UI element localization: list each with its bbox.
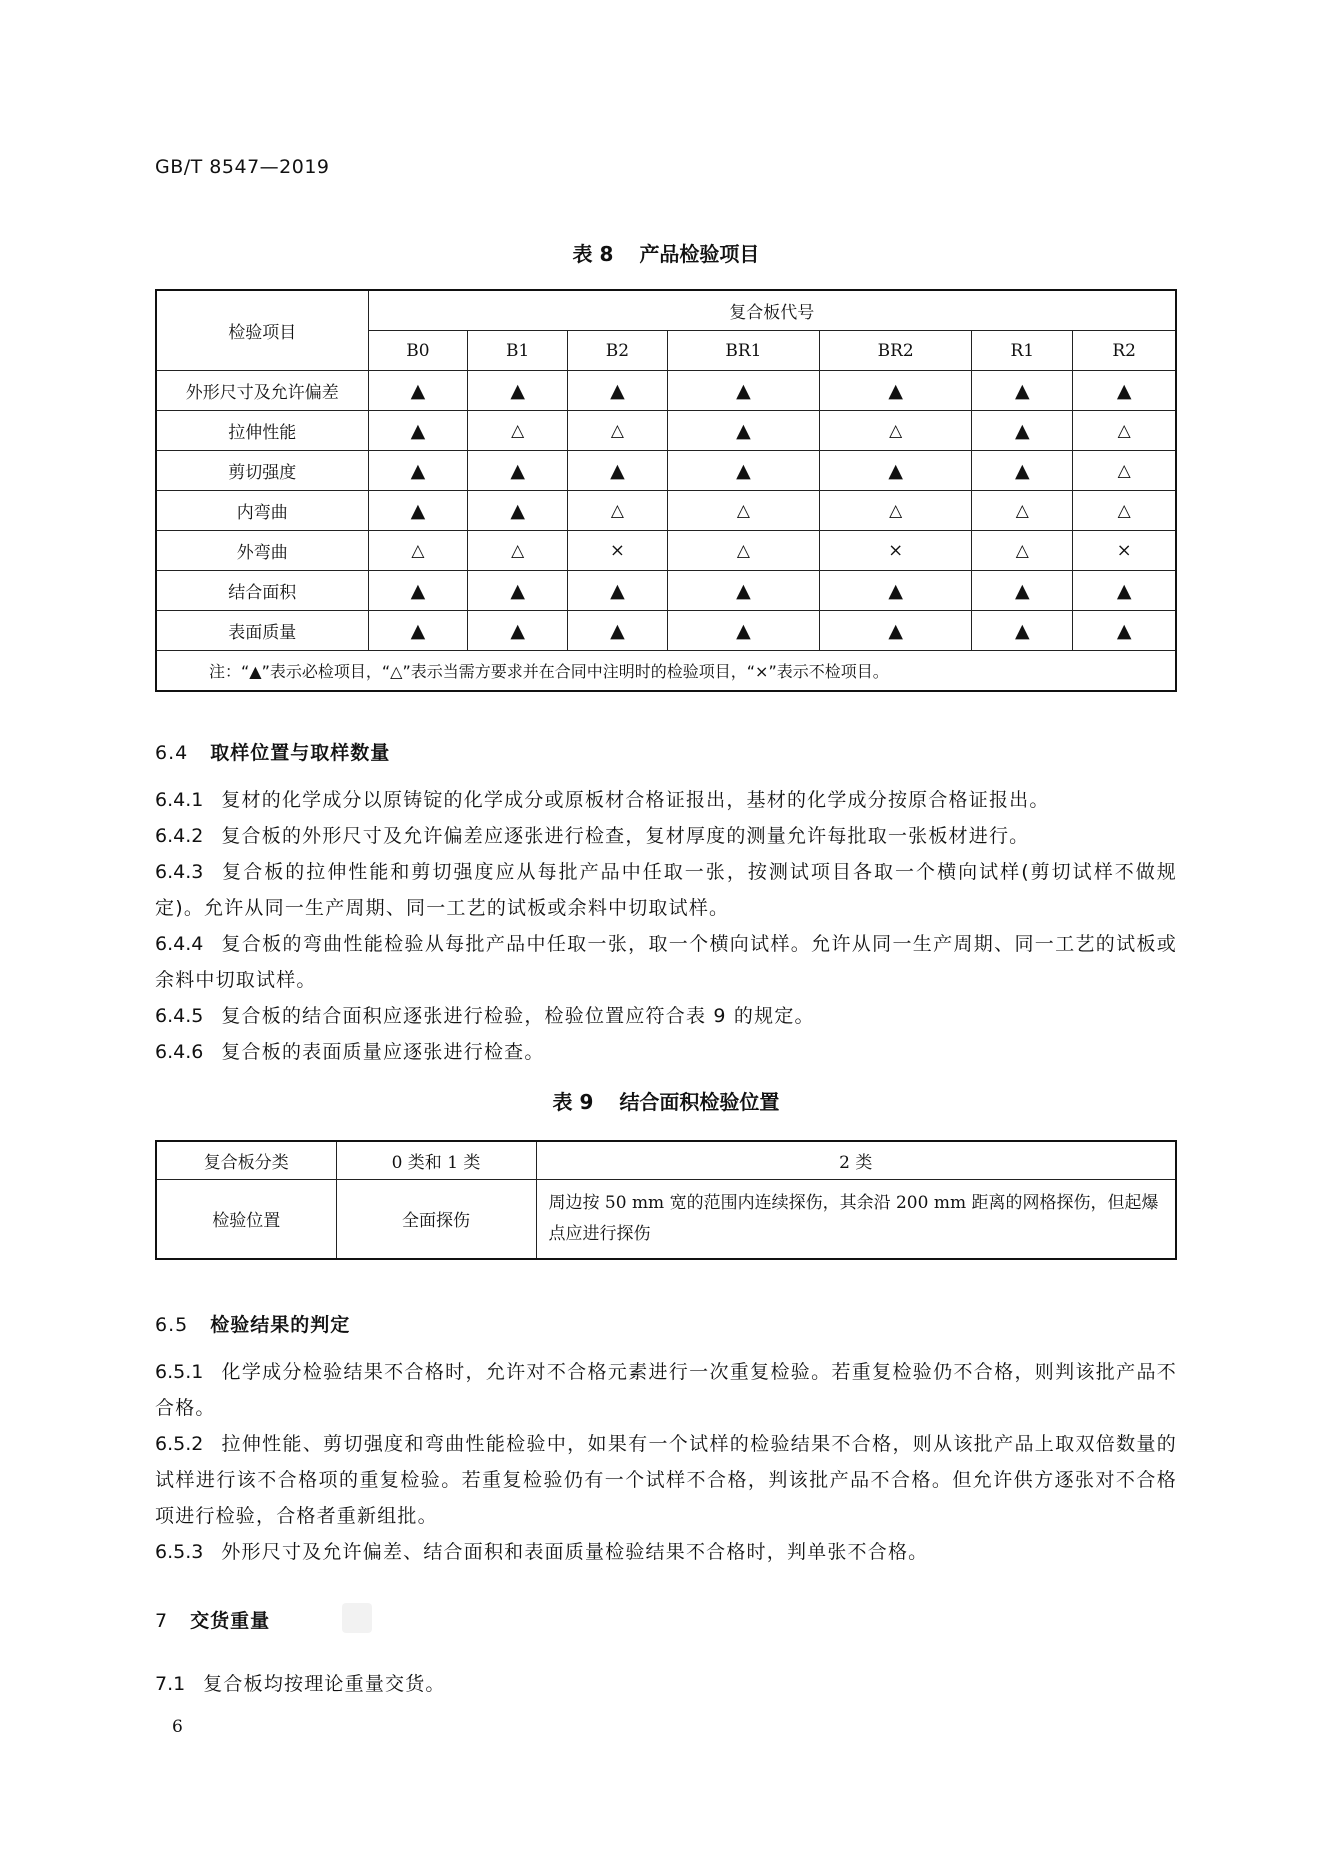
required-mark: ▲ (972, 571, 1073, 611)
clause-number: 6.4.6 (155, 1041, 204, 1063)
required-mark: ▲ (368, 571, 468, 611)
required-mark: ▲ (368, 491, 468, 531)
clause-6-5-2 (155, 1426, 1177, 1534)
table-row (156, 411, 1176, 451)
required-mark: ▲ (972, 371, 1073, 411)
required-mark: ▲ (972, 411, 1073, 451)
group-header: 复合板代号 (368, 290, 1176, 331)
optional-mark: △ (468, 531, 568, 571)
required-mark: ▲ (667, 571, 819, 611)
code-header-b0: B0 (368, 331, 468, 371)
required-mark: ▲ (972, 451, 1073, 491)
inspection-items-table (155, 289, 1177, 692)
clause-6-4-3 (155, 854, 1177, 926)
inspection-item: 剪切强度 (156, 451, 368, 491)
code-header-r1: R1 (972, 331, 1073, 371)
code-header-br1: BR1 (667, 331, 819, 371)
optional-mark: △ (1073, 451, 1176, 491)
table-row (156, 371, 1176, 411)
required-mark: ▲ (667, 371, 819, 411)
section-title: 交货重量 (190, 1610, 271, 1632)
required-mark: ▲ (468, 491, 568, 531)
table9-number: 表 9 (552, 1090, 594, 1114)
code-header-br2: BR2 (820, 331, 972, 371)
clause-6-4-4 (155, 926, 1177, 998)
inspection-item: 内弯曲 (156, 491, 368, 531)
required-mark: ▲ (820, 371, 972, 411)
section-6-5-heading (155, 1310, 350, 1337)
inspection-item: 拉伸性能 (156, 411, 368, 451)
required-mark: ▲ (368, 451, 468, 491)
clause-text: 外形尺寸及允许偏差、结合面积和表面质量检验结果不合格时，判单张不合格。 (221, 1541, 929, 1563)
clause-number: 6.4.1 (155, 789, 204, 811)
section-title: 取样位置与取样数量 (210, 742, 391, 764)
optional-mark: △ (568, 491, 668, 531)
clause-text: 拉伸性能、剪切强度和弯曲性能检验中，如果有一个试样的检验结果不合格，则从该批产品上取双倍数量的试样进行该不合格项的重复检验。若重复检验仍有一个试样不合格，判该批产品不合格。但允许供方逐张对不合格项进行检验，合格者重新组批。 (155, 1433, 1177, 1527)
clause-6-5-3 (155, 1534, 1177, 1570)
clause-6-4-6 (155, 1034, 1177, 1070)
t9-class01-value: 全面探伤 (336, 1179, 536, 1259)
required-mark: ▲ (820, 571, 972, 611)
scan-smudge (342, 1603, 372, 1633)
t9-class2-value: 周边按 50 mm 宽的范围内连续探伤，其余沿 200 mm 距离的网格探伤，但起爆点应进行探伤 (536, 1179, 1176, 1259)
code-header-b1: B1 (468, 331, 568, 371)
table8-number: 表 8 (572, 242, 614, 266)
required-mark: ▲ (468, 451, 568, 491)
optional-mark: △ (972, 531, 1073, 571)
table9-title: 结合面积检验位置 (619, 1090, 780, 1114)
required-mark: ▲ (667, 611, 819, 651)
clause-number: 7.1 (155, 1673, 186, 1695)
clause-7-1 (155, 1666, 1177, 1702)
required-mark: ▲ (568, 451, 668, 491)
table-row (156, 611, 1176, 651)
required-mark: ▲ (667, 451, 819, 491)
inspection-item: 结合面积 (156, 571, 368, 611)
clause-number: 6.4.2 (155, 825, 204, 847)
required-mark: ▲ (368, 611, 468, 651)
optional-mark: △ (820, 491, 972, 531)
clause-text: 复合板均按理论重量交货。 (203, 1673, 446, 1695)
clause-text: 复合板的表面质量应逐张进行检查。 (221, 1041, 545, 1063)
clause-number: 6.4.3 (155, 861, 204, 883)
clause-number: 6.5.2 (155, 1433, 204, 1455)
required-mark: ▲ (568, 371, 668, 411)
clause-6-5-1 (155, 1354, 1177, 1426)
code-header-b2: B2 (568, 331, 668, 371)
optional-mark: △ (972, 491, 1073, 531)
table8-caption (155, 238, 1177, 267)
optional-mark: △ (1073, 491, 1176, 531)
optional-mark: △ (820, 411, 972, 451)
t9-header-class01: 0 类和 1 类 (336, 1141, 536, 1179)
section-number: 7 (155, 1610, 169, 1632)
table-row (156, 531, 1176, 571)
clause-text: 复材的化学成分以原铸锭的化学成分或原板材合格证报出，基材的化学成分按原合格证报出。 (221, 789, 1050, 811)
table-row (156, 491, 1176, 531)
required-mark: ▲ (468, 571, 568, 611)
table8-title: 产品检验项目 (639, 242, 760, 266)
optional-mark: △ (468, 411, 568, 451)
inspection-item: 表面质量 (156, 611, 368, 651)
clause-number: 6.4.5 (155, 1005, 204, 1027)
t9-header-class2: 2 类 (536, 1141, 1176, 1179)
optional-mark: △ (1073, 411, 1176, 451)
clause-number: 6.4.4 (155, 933, 204, 955)
required-mark: ▲ (972, 611, 1073, 651)
optional-mark: △ (568, 411, 668, 451)
row-header: 检验项目 (156, 290, 368, 371)
required-mark: ▲ (568, 571, 668, 611)
t9-row-label: 检验位置 (156, 1179, 336, 1259)
required-mark: ▲ (1073, 571, 1176, 611)
required-mark: ▲ (820, 611, 972, 651)
optional-mark: △ (368, 531, 468, 571)
clause-6-4-2 (155, 818, 1177, 854)
required-mark: ▲ (1073, 611, 1176, 651)
required-mark: ▲ (468, 371, 568, 411)
clause-number: 6.5.3 (155, 1541, 204, 1563)
code-header-r2: R2 (1073, 331, 1176, 371)
section-7-heading (155, 1606, 270, 1633)
required-mark: ▲ (368, 371, 468, 411)
clause-6-4-5 (155, 998, 1177, 1034)
required-mark: ▲ (368, 411, 468, 451)
not-tested-mark: × (1073, 531, 1176, 571)
required-mark: ▲ (568, 611, 668, 651)
required-mark: ▲ (468, 611, 568, 651)
optional-mark: △ (667, 491, 819, 531)
clause-number: 6.5.1 (155, 1361, 204, 1383)
inspection-item: 外形尺寸及允许偏差 (156, 371, 368, 411)
inspection-item: 外弯曲 (156, 531, 368, 571)
required-mark: ▲ (667, 411, 819, 451)
t9-header-class: 复合板分类 (156, 1141, 336, 1179)
section-number: 6.4 (155, 742, 189, 764)
clause-6-4-1 (155, 782, 1177, 818)
required-mark: ▲ (820, 451, 972, 491)
section-title: 检验结果的判定 (210, 1314, 351, 1336)
clause-text: 复合板的拉伸性能和剪切强度应从每批产品中任取一张，按测试项目各取一个横向试样(剪切试样不做规定)。允许从同一生产周期、同一工艺的试板或余料中切取试样。 (155, 861, 1177, 919)
clause-text: 化学成分检验结果不合格时，允许对不合格元素进行一次重复检验。若重复检验仍不合格，则判该批产品不合格。 (155, 1361, 1177, 1419)
section-6-4-heading (155, 738, 390, 765)
bonding-area-table (155, 1140, 1177, 1260)
section-number: 6.5 (155, 1314, 189, 1336)
page-number: 6 (172, 1717, 183, 1737)
not-tested-mark: × (820, 531, 972, 571)
clause-text: 复合板的结合面积应逐张进行检验，检验位置应符合表 9 的规定。 (221, 1005, 815, 1027)
table-row (156, 571, 1176, 611)
table9-caption (155, 1086, 1177, 1115)
not-tested-mark: × (568, 531, 668, 571)
clause-text: 复合板的外形尺寸及允许偏差应逐张进行检查，复材厚度的测量允许每批取一张板材进行。 (221, 825, 1030, 847)
optional-mark: △ (667, 531, 819, 571)
standard-code: GB/T 8547—2019 (155, 156, 330, 178)
table8-note: 注：“▲”表示必检项目，“△”表示当需方要求并在合同中注明时的检验项目，“×”表示不检项目。 (156, 651, 1176, 692)
table-row (156, 451, 1176, 491)
required-mark: ▲ (1073, 371, 1176, 411)
clause-text: 复合板的弯曲性能检验从每批产品中任取一张，取一个横向试样。允许从同一生产周期、同一工艺的试板或余料中切取试样。 (155, 933, 1177, 991)
